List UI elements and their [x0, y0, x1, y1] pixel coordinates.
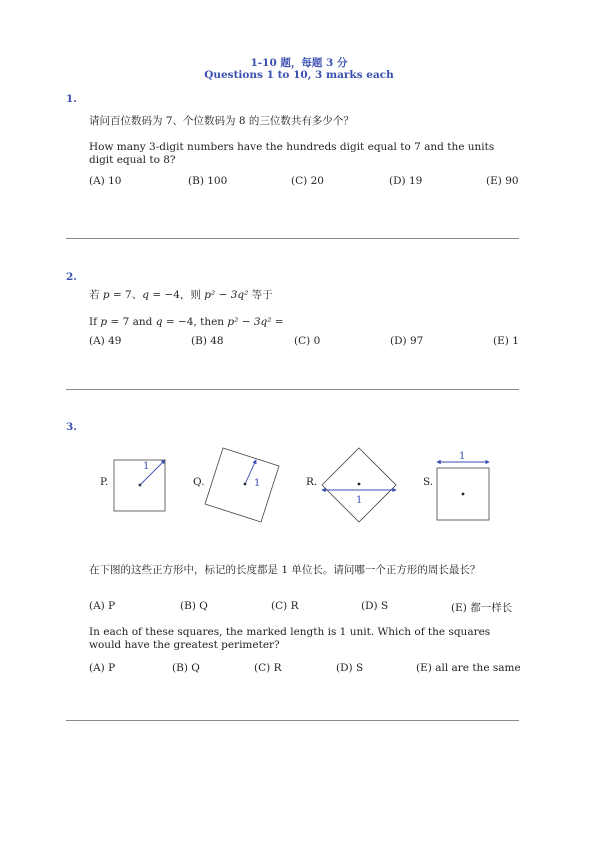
option-d: (D) S: [361, 600, 389, 612]
figure-label-r: R.: [306, 476, 318, 488]
figure-label-p: P.: [100, 476, 109, 488]
question-text-en: If p = 7 and q = −4, then p² − 3q² =: [89, 316, 284, 328]
option-b: (B) Q: [180, 600, 208, 612]
squares-figure: [0, 440, 598, 530]
question-number: 1.: [66, 93, 77, 105]
question-text-en: How many 3-digit numbers have the hundreds digit equal to 7 and the units digit equal to 8?: [89, 141, 495, 166]
figure-label-q: Q.: [193, 476, 205, 488]
square-q: [193, 448, 279, 522]
unit-label: 1: [143, 461, 150, 472]
option-c: (C) R: [271, 600, 299, 612]
square-r: [306, 448, 396, 522]
option-d: (D) 19: [389, 175, 423, 187]
option-a: (A) 49: [89, 335, 122, 347]
divider: [66, 238, 519, 239]
option-c: (C) R: [254, 662, 282, 674]
option-e: (E) 90: [486, 175, 519, 187]
unit-label: 1: [459, 451, 466, 462]
question-text-zh: 请问百位数码为 7、个位数码为 8 的三位数共有多少个？: [89, 115, 354, 127]
option-c: (C) 0: [294, 335, 321, 347]
option-e: (E) 1: [493, 335, 519, 347]
option-c: (C) 20: [291, 175, 324, 187]
unit-label: 1: [254, 478, 261, 489]
section-title-en: Questions 1 to 10, 3 marks each: [204, 69, 394, 81]
option-a: (A) 10: [89, 175, 122, 187]
option-e: (E) 都一样长: [451, 602, 513, 614]
option-b: (B) Q: [172, 662, 200, 674]
question-text-zh: 在下图的这些正方形中，标记的长度都是 1 单位长。请问哪一个正方形的周长最长？: [89, 564, 481, 576]
question-number: 2.: [66, 271, 77, 283]
option-d: (D) 97: [390, 335, 424, 347]
unit-label: 1: [356, 495, 363, 506]
option-e: (E) all are the same: [416, 662, 521, 674]
square-s: [423, 451, 489, 520]
option-b: (B) 100: [188, 175, 228, 187]
option-a: (A) P: [89, 600, 116, 612]
divider: [66, 389, 519, 390]
divider: [66, 720, 519, 721]
question-text-zh: 若 p = 7、q = −4，则 p² − 3q² 等于: [89, 289, 273, 301]
option-a: (A) P: [89, 662, 116, 674]
figure-label-s: S.: [423, 476, 434, 488]
question-text-en: In each of these squares, the marked length is 1 unit. Which of the squares would have the greatest perimeter?: [89, 626, 491, 651]
square-p: [100, 460, 165, 511]
option-b: (B) 48: [191, 335, 224, 347]
option-d: (D) S: [336, 662, 364, 674]
question-number: 3.: [66, 421, 77, 433]
section-title-zh: 1-10 题，每题 3 分: [250, 57, 348, 69]
